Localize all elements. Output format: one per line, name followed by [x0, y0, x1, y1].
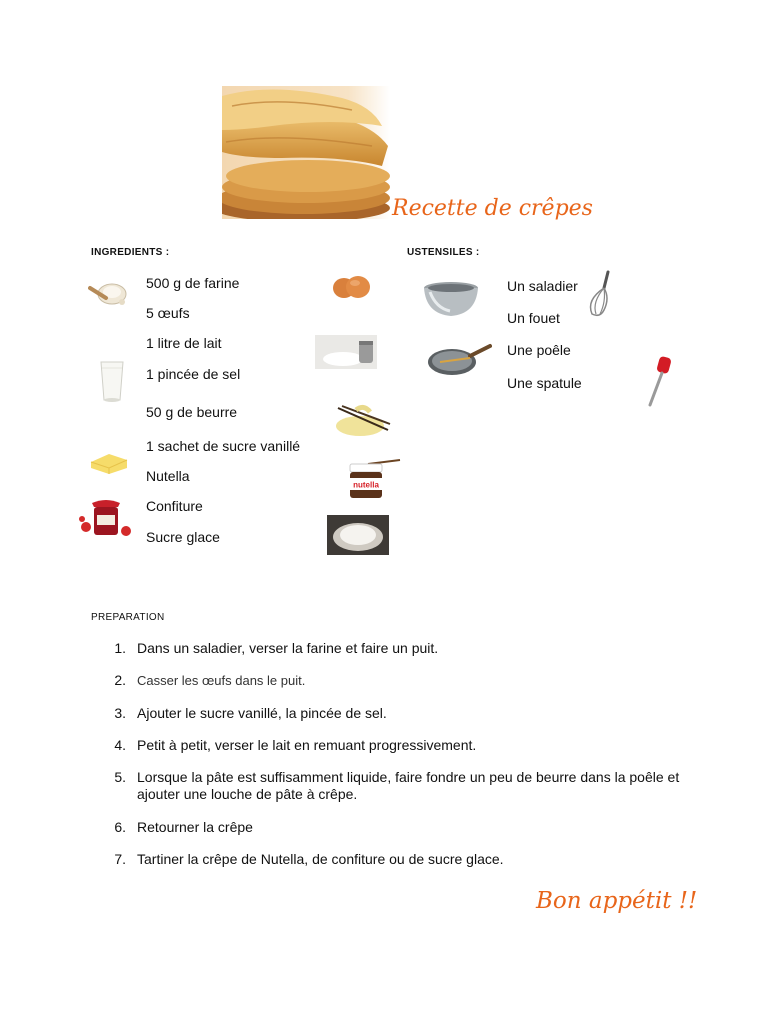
ingredient-item: 50 g de beurre [146, 404, 238, 420]
spatula-icon [644, 355, 674, 407]
preparation-heading: PREPARATION [91, 612, 165, 623]
step-text: Dans un saladier, verser la farine et faire un puit. [137, 640, 439, 656]
bowl-icon [422, 280, 480, 318]
ingredient-item: 5 œufs [146, 305, 190, 321]
utensil-item: Une spatule [507, 375, 582, 391]
ingredient-item: 1 litre de lait [146, 335, 222, 351]
step-text: Casser les œufs dans le puit. [137, 673, 306, 688]
step-text: Lorsque la pâte est suffisamment liquide, faire fondre un peu de beurre dans la poêle et ajouter une louche de pâte à crêpe. [137, 769, 680, 802]
step-number: 7. [114, 851, 126, 867]
step-number: 5. [114, 769, 126, 785]
step-number: 3. [114, 705, 126, 721]
step-number: 4. [114, 737, 126, 753]
pan-icon [426, 340, 492, 378]
jam-jar-icon [78, 497, 134, 539]
step-text: Retourner la crêpe [137, 819, 253, 835]
ingredients-heading: INGREDIENTS : [91, 247, 170, 258]
closing-text: Bon appétit !! [536, 888, 698, 914]
nutella-jar-icon [344, 458, 402, 500]
utensil-item: Une poêle [507, 342, 571, 358]
icing-sugar-icon [327, 515, 389, 555]
step-text: Petit à petit, verser le lait en remuant progressivement. [137, 737, 477, 753]
ingredient-item: 1 pincée de sel [146, 366, 241, 382]
salt-icon [315, 335, 377, 369]
step-number: 6. [114, 819, 126, 835]
ingredient-item: 1 sachet de sucre vanillé [146, 438, 301, 454]
recipe-title: Recette de crêpes [392, 196, 593, 221]
eggs-icon [330, 272, 374, 302]
utensil-item: Un fouet [507, 310, 560, 326]
whisk-icon [584, 270, 614, 320]
ingredient-item: Nutella [146, 468, 190, 484]
flour-icon [88, 278, 130, 308]
step-text: Ajouter le sucre vanillé, la pincée de sel. [137, 705, 387, 721]
step-number: 2. [114, 672, 126, 688]
vanilla-sugar-icon [330, 402, 394, 438]
ingredient-item: Confiture [146, 498, 203, 514]
crepes-photo [222, 86, 390, 219]
ingredient-item: 500 g de farine [146, 275, 240, 291]
ustensiles-heading: USTENSILES : [407, 247, 480, 258]
step-number: 1. [114, 640, 126, 656]
milk-glass-icon [98, 360, 126, 402]
step-text: Tartiner la crêpe de Nutella, de confiture ou de sucre glace. [137, 851, 504, 867]
nutella-logo: nutella [353, 480, 379, 490]
ingredient-item: Sucre glace [146, 529, 220, 545]
butter-icon [89, 450, 129, 476]
utensil-item: Un saladier [507, 278, 578, 294]
